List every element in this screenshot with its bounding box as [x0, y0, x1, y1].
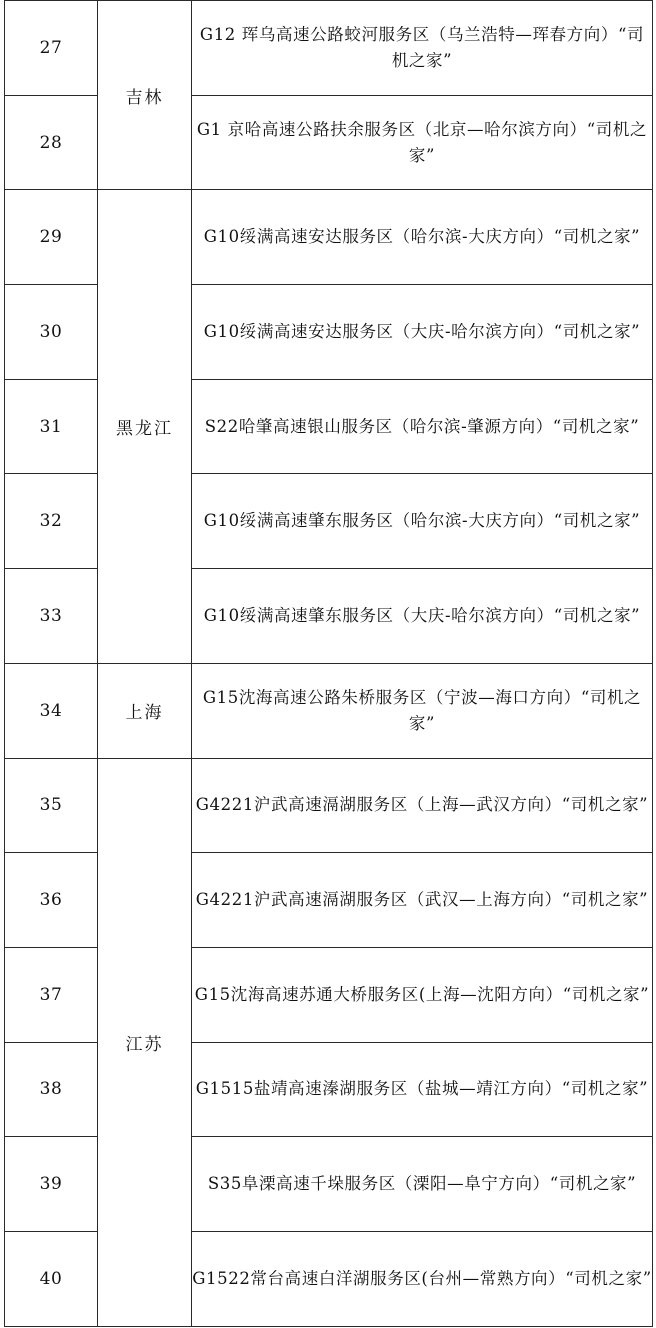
row-number: 35 — [5, 758, 98, 853]
row-number: 31 — [5, 379, 98, 474]
service-area-name: G15沈海高速苏通大桥服务区(上海—沈阳方向）“司机之家” — [192, 947, 653, 1042]
service-area-name: G1 京哈高速公路扶余服务区（北京—哈尔滨方向）“司机之家” — [192, 95, 653, 190]
row-number: 39 — [5, 1137, 98, 1232]
row-number: 38 — [5, 1042, 98, 1137]
service-area-name: G1515盐靖高速溱湖服务区（盐城—靖江方向）“司机之家” — [192, 1042, 653, 1137]
table-row — [5, 1, 653, 96]
service-area-name: S35阜溧高速千垛服务区（溧阳—阜宁方向）“司机之家” — [192, 1137, 653, 1232]
service-area-table — [4, 0, 653, 1327]
row-number: 28 — [5, 95, 98, 190]
row-number: 34 — [5, 663, 98, 758]
row-number: 37 — [5, 947, 98, 1042]
row-number: 36 — [5, 853, 98, 948]
service-area-name: G15沈海高速公路朱桥服务区（宁波—海口方向）“司机之家” — [192, 663, 653, 758]
province-cell: 上海 — [98, 663, 192, 758]
service-area-name: G10绥满高速安达服务区（哈尔滨-大庆方向）“司机之家” — [192, 190, 653, 285]
service-area-name: G4221沪武高速滆湖服务区（上海—武汉方向）“司机之家” — [192, 758, 653, 853]
table-row — [5, 190, 653, 285]
service-area-name: G1522常台高速白洋湖服务区(台州—常熟方向）“司机之家” — [192, 1231, 653, 1326]
row-number: 29 — [5, 190, 98, 285]
row-number: 33 — [5, 569, 98, 664]
service-area-name: G12 珲乌高速公路蛟河服务区（乌兰浩特—珲春方向）“司机之家” — [192, 1, 653, 96]
row-number: 27 — [5, 1, 98, 96]
province-cell: 黑龙江 — [98, 190, 192, 663]
service-area-name: G10绥满高速肇东服务区（大庆-哈尔滨方向）“司机之家” — [192, 569, 653, 664]
row-number: 40 — [5, 1231, 98, 1326]
service-area-name: S22哈肇高速银山服务区（哈尔滨-肇源方向）“司机之家” — [192, 379, 653, 474]
service-area-name: G10绥满高速安达服务区（大庆-哈尔滨方向）“司机之家” — [192, 285, 653, 380]
service-area-name: G10绥满高速肇东服务区（哈尔滨-大庆方向）“司机之家” — [192, 474, 653, 569]
province-cell: 吉林 — [98, 1, 192, 190]
row-number: 32 — [5, 474, 98, 569]
table-row — [5, 758, 653, 853]
province-cell: 江苏 — [98, 758, 192, 1326]
table-row — [5, 663, 653, 758]
service-area-name: G4221沪武高速滆湖服务区（武汉—上海方向）“司机之家” — [192, 853, 653, 948]
row-number: 30 — [5, 285, 98, 380]
